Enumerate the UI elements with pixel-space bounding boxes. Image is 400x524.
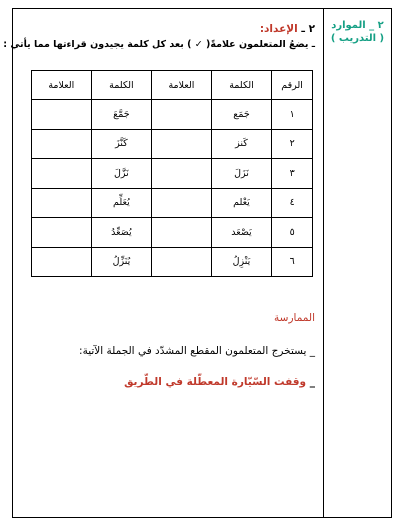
- row-number: ٥: [272, 218, 313, 248]
- table-row: [32, 188, 313, 218]
- row-word-2: جَمَّعَ: [91, 100, 152, 130]
- sentence-text: وقفت السّيّارة المعطّلة في الطّريق: [124, 376, 307, 388]
- row-word-1: كَنز: [211, 129, 272, 159]
- row-word-1: نَزَلَ: [211, 159, 272, 189]
- row-number: ٣: [272, 159, 313, 189]
- row-word-2: كَنَّزَ: [91, 129, 152, 159]
- row-mark-cell-1[interactable]: [152, 247, 212, 277]
- row-word-1: يَنْزِلُ: [211, 247, 272, 277]
- row-mark-cell-1[interactable]: [152, 218, 212, 248]
- row-number: ٦: [272, 247, 313, 277]
- row-mark-cell-1[interactable]: [152, 159, 212, 189]
- row-word-2: يُصَعِّدُ: [91, 218, 152, 248]
- row-word-1: جَمَع: [211, 100, 272, 130]
- row-mark-cell-2[interactable]: [32, 159, 92, 189]
- table-row: [32, 100, 313, 130]
- row-number: ٢: [272, 129, 313, 159]
- preparation-heading: [260, 23, 315, 35]
- table-row: [32, 159, 313, 189]
- row-word-1: يَصْعَد: [211, 218, 272, 248]
- row-mark-cell-1[interactable]: [152, 100, 212, 130]
- row-word-2: يُعَلِّم: [91, 188, 152, 218]
- sentence-dash: _: [309, 376, 315, 388]
- row-word-2: نَزَّلَ: [91, 159, 152, 189]
- row-word-1: يَعْلم: [211, 188, 272, 218]
- practice-instruction: _ يستخرج المتعلمون المقطع المشدّد في الجملة الآتية:: [79, 345, 315, 357]
- row-number: ١: [272, 100, 313, 130]
- lesson-page-frame: [3, 8, 392, 518]
- header-mark-2: العلامة: [32, 71, 92, 100]
- words-table: [31, 70, 313, 277]
- resources-title: ٢ _ الموارد: [331, 20, 384, 31]
- header-number: الرقم: [272, 71, 313, 100]
- practice-heading: الممارسة: [274, 312, 315, 324]
- header-word-2: الكلمة: [91, 71, 152, 100]
- row-mark-cell-2[interactable]: [32, 100, 92, 130]
- row-mark-cell-2[interactable]: [32, 188, 92, 218]
- row-number: ٤: [272, 188, 313, 218]
- resources-heading: [324, 19, 391, 45]
- row-mark-cell-2[interactable]: [32, 129, 92, 159]
- table-row: [32, 247, 313, 277]
- preparation-label: الإعداد:: [259, 23, 298, 35]
- table-row: [32, 129, 313, 159]
- row-mark-cell-1[interactable]: [152, 188, 212, 218]
- preparation-instruction: ـ يضعُ المتعلمون علامةً( ✓ ) بعد كل كلمة يجيدون قراءتها مما يأتي :: [3, 39, 315, 50]
- resources-column: [323, 9, 391, 517]
- content-column: [3, 9, 323, 517]
- header-word-1: الكلمة: [211, 71, 272, 100]
- header-mark-1: العلامة: [152, 71, 212, 100]
- table-row: [32, 218, 313, 248]
- row-mark-cell-1[interactable]: [152, 129, 212, 159]
- table-header-row: [32, 71, 313, 100]
- practice-sentence: [124, 376, 315, 388]
- preparation-number: ٢ ـ: [301, 23, 315, 35]
- row-mark-cell-2[interactable]: [32, 218, 92, 248]
- training-subtitle: ( التدريب ): [330, 33, 385, 44]
- row-mark-cell-2[interactable]: [32, 247, 92, 277]
- row-word-2: يُنَزِّلُ: [91, 247, 152, 277]
